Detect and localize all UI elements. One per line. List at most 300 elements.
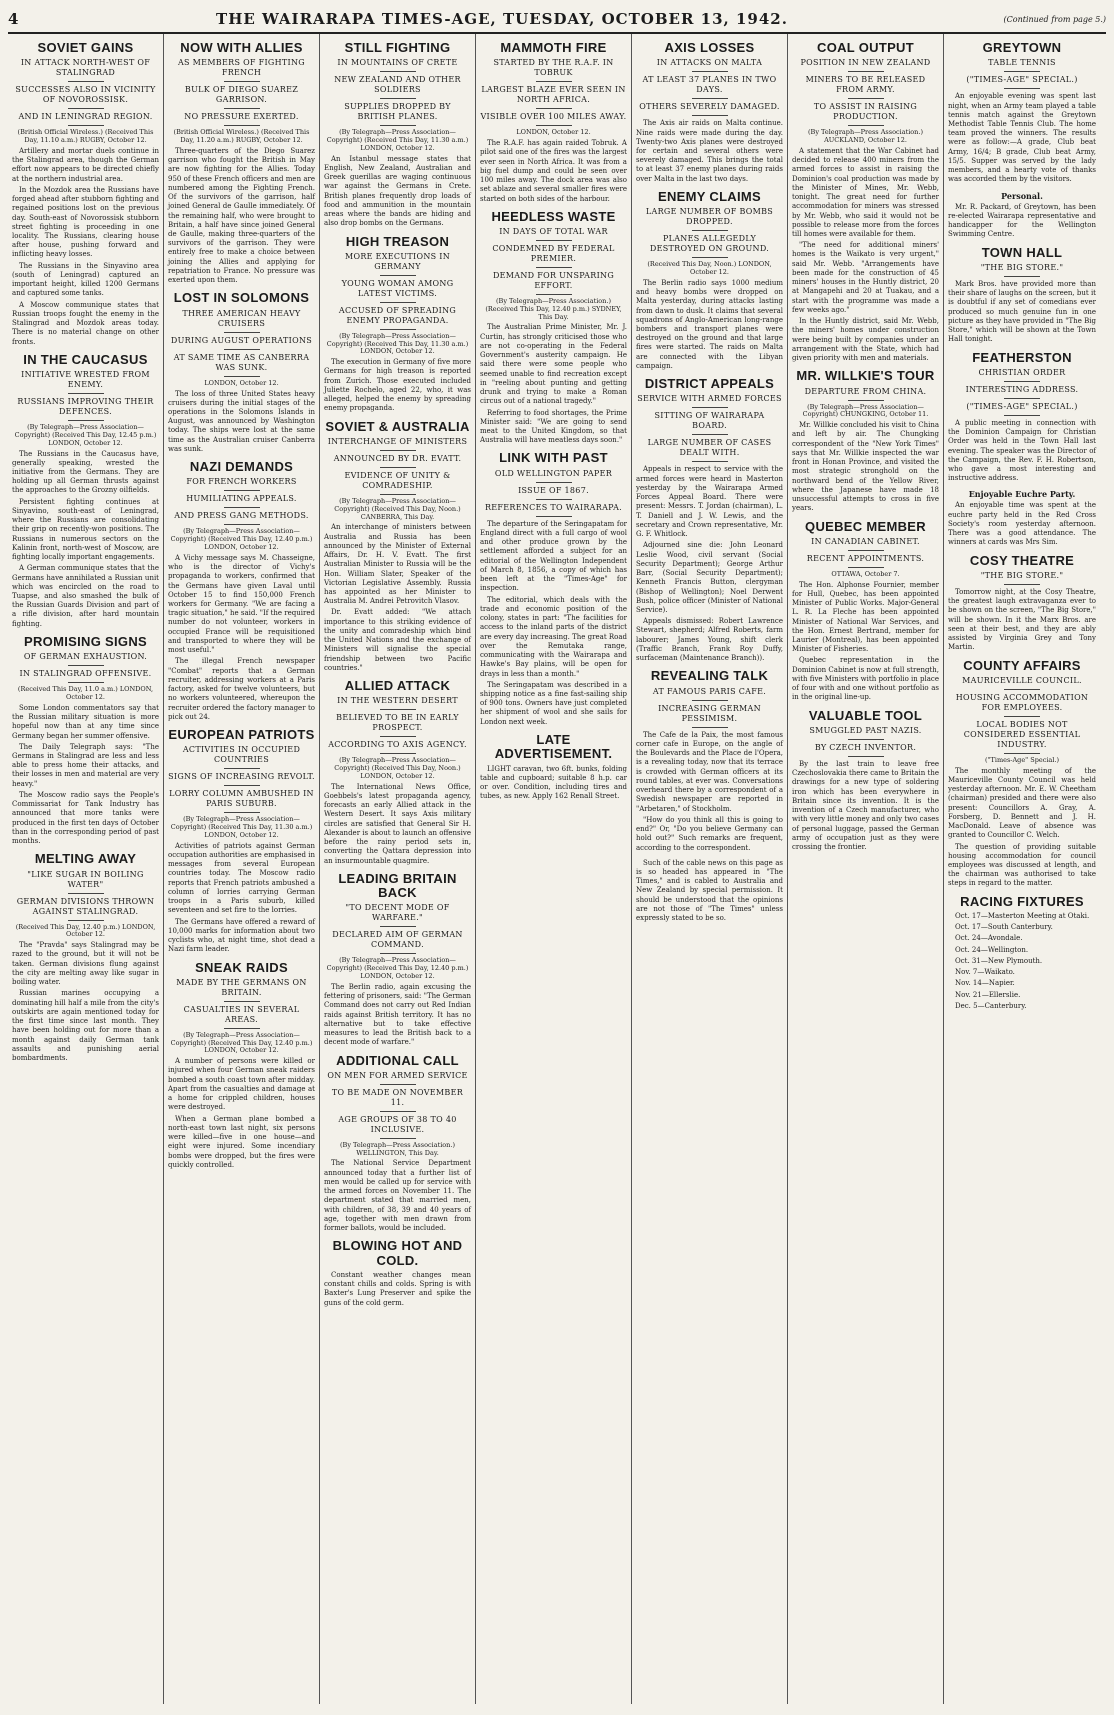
article-subhead: IN ATTACKS ON MALTA <box>656 58 763 68</box>
divider <box>224 349 260 350</box>
article-credit: (By Telegraph—Press Association—Copyright) (Received This Day, Noon.) LONDON, October 12. <box>334 756 461 780</box>
article-credit: (By Telegraph—Press Association—Copyright) (Received This Day, 12.40 p.m.) LONDON, October 12. <box>170 1030 313 1055</box>
article-paragraph: Three-quarters of the Diego Suarez garrison who fought the British in May are now fighting for the Allies. Today 950 of these French officers and men are numbered among the Fighting French. Of the survivors of the garrison, half joined General de Gaulle immediately. Of the remaining half, who were brought to Britain, a half have since joined General de Gaulle, making three-quarters of the survivors of the garrison. They were entirely free to make a choice between joining the Allies and applying for repatriation to France. No pressure was exerted upon them. <box>168 146 315 285</box>
article <box>324 235 471 414</box>
article-headline: COAL OUTPUT <box>817 40 914 55</box>
article-credit: LONDON, October 12. <box>204 378 279 387</box>
article-paragraph: "The need for additional miners' homes is the Waikato is very urgent," said Mr. Webb. "Arrangements have been made for the construction of 45 miners' houses in the Huntly district, 20 at Mangapehi and 20 at Tuakau, and a start with the programme was made a few weeks ago." <box>792 241 939 314</box>
article-headline: ALLIED ATTACK <box>344 678 451 694</box>
divider <box>1004 398 1040 399</box>
divider <box>380 1111 416 1112</box>
article-paragraph: Referring to food shortages, the Prime Minister said: "We are going to send meat to the United Kingdom, so that Australia will have meatless days soon." <box>480 408 627 445</box>
article-headline: Enjoyable Euchre Party. <box>968 489 1076 500</box>
divider <box>1004 88 1040 89</box>
divider <box>692 407 728 408</box>
divider <box>380 125 416 126</box>
article-paragraph: In the Mozdok area the Russians have forged ahead after stubborn fighting and regained positions lost on the previous day. South-east of Novorossisk stubborn street fighting is proceeding in one locality. The Russians, clearing house after house, pushing forward and inflicting heavy losses. <box>12 185 159 259</box>
column-6 <box>788 34 944 1704</box>
divider <box>380 98 416 99</box>
article-subhead: TO BE MADE ON NOVEMBER 11. <box>331 1087 464 1107</box>
article-paragraph: An enjoyable time was spent at the euchre party held in the Red Cross Society's room yesterday afternoon. There was a good attendance. The winners at cards was Mrs Sim. <box>948 501 1096 547</box>
article-subhead: "LIKE SUGAR IN BOILING WATER" <box>27 869 144 889</box>
article-paragraph: A Moscow communique states that Russian troops fought the enemy in the Stalingrad and Mozdok areas today. There is no material change on other fronts. <box>12 300 159 346</box>
article-credit: (Received This Day, Noon.) LONDON, October 12. <box>647 260 772 277</box>
article-paragraph: The Moscow radio says the People's Commissariat for Tank Industry has announced that more tanks were produced in the first ten days of October than in the corresponding period of past months. <box>12 790 159 846</box>
article-headline: LINK WITH PAST <box>499 450 608 466</box>
article-subhead: CASUALTIES IN SEVERAL AREAS. <box>183 1004 300 1024</box>
page-number: 4 <box>8 10 19 28</box>
article-subhead: SMUGGLED PAST NAZIS. <box>809 725 922 735</box>
article-paragraph: Oct. 17—South Canterbury. <box>955 923 1053 932</box>
article <box>480 41 627 204</box>
column-5 <box>632 34 788 1704</box>
article-subhead: LARGEST BLAZE EVER SEEN IN NORTH AFRICA. <box>481 85 626 105</box>
divider <box>224 125 260 126</box>
article-subhead: DURING AUGUST OPERATIONS <box>170 335 313 345</box>
article-paragraph: An interchange of ministers between Australia and Russia has been announced by the Minister of External Affairs, Dr. H. V. Evatt. The first Australian Minister to Russia will be the Hon. William Slater, Speaker of the Victorian Legislative Assembly. Russia has appointed as her Minister to Australia M. Andrei Petrovitch Vlasov. <box>324 523 471 606</box>
article-subhead: "THE BIG STORE." <box>980 570 1064 580</box>
divider <box>224 507 260 508</box>
article-subhead: TABLE TENNIS <box>988 58 1056 68</box>
article-headline: COUNTY AFFAIRS <box>963 657 1081 673</box>
article-paragraph: Dec. 5—Canterbury. <box>955 1001 1027 1010</box>
article-subhead: AT FAMOUS PARIS CAFE. <box>652 686 767 696</box>
article-subhead: GERMAN DIVISIONS THROWN AGAINST STALINGRAD. <box>16 896 155 916</box>
column-3 <box>320 34 476 1704</box>
article-subhead: HUMILIATING APPEALS. <box>186 494 297 504</box>
article <box>948 351 1096 484</box>
article-paragraph: Mr. Willkie concluded his visit to China and left by air. The Chungking correspondent of the "New York Times" says that Mr. Willkie inspected the war front in Honan Province, and visited the most strategic stronghold on the northward bend of the Yellow River, where the Japanese have made 18 unsuccessful attempts to cross in five years. <box>792 421 939 513</box>
article-credit: (By Telegraph—Press Association.) AUCKLAND, October 12. <box>808 128 923 145</box>
article-paragraph: Constant weather changes mean constant chills and colds. Spring is with Baxter's Lung Preserver and spike the guns of the cold germ. <box>324 1270 471 1307</box>
article-subhead: AGE GROUPS OF 38 TO 40 INCLUSIVE. <box>338 1114 457 1134</box>
article-paragraph: Tomorrow night, at the Cosy Theatre, the greatest laugh extravaganza ever to be shown on the screen, "The Big Store," will be shown. In it the Marx Bros. are seen at their best, and they are ably assisted by Virginia Grey and Tony Martin. <box>948 587 1096 652</box>
divider <box>692 257 728 258</box>
divider <box>224 524 260 525</box>
divider <box>1004 381 1040 382</box>
divider <box>68 920 104 921</box>
divider <box>692 434 728 435</box>
article-paragraph: Persistent fighting continues at Sinyavino, south-east of Leningrad, where the Russians are consolidating their grip on recently-won positions. The Russians in numerous sectors on the Kalinin front, north-west of Moscow, are fighting locally important engagements. <box>12 497 159 562</box>
divider <box>536 81 572 82</box>
article <box>324 41 471 229</box>
article-subhead: OTHERS SEVERELY DAMAGED. <box>639 102 780 112</box>
divider <box>848 756 884 757</box>
divider <box>536 499 572 500</box>
divider <box>68 665 104 666</box>
divider <box>380 753 416 754</box>
article <box>636 669 783 852</box>
article <box>12 635 159 846</box>
divider <box>380 302 416 303</box>
article-credit: (Received This Day, 12.40 p.m.) LONDON, October 12. <box>15 922 156 939</box>
article-paragraph: Activities of patriots against German occupation authorities are emphasised in messages from several European countries today. The Moscow radio reports that French patriots ambushed a column of lorries carrying German troops in a Paris suburb, killed seventeen and set fire to the lorries. <box>168 841 315 915</box>
divider <box>848 400 884 401</box>
divider <box>224 812 260 813</box>
article-headline: BLOWING HOT AND COLD. <box>332 1238 463 1268</box>
divider <box>848 567 884 568</box>
article <box>12 353 159 629</box>
article <box>324 872 471 1048</box>
article-subhead: ACTIVITIES IN OCCUPIED COUNTRIES <box>182 745 301 765</box>
divider <box>380 329 416 330</box>
article <box>948 41 1096 185</box>
article-credit: (By Telegraph—Press Association—Copyright) (Received This Day, 11.30 a.m.) LONDON, October 12. <box>326 128 469 152</box>
article-paragraph: "How do you think all this is going to end?" Or, "Do you believe Germany can hold out?" Such remarks are frequent, according to the correspondent. <box>636 815 783 852</box>
article <box>480 451 627 726</box>
divider <box>692 71 728 72</box>
divider <box>224 1028 260 1029</box>
divider <box>380 709 416 710</box>
article-subhead: "TO DECENT MODE OF WARFARE." <box>345 903 450 923</box>
divider <box>536 240 572 241</box>
divider <box>1004 71 1040 72</box>
article-subhead: BELIEVED TO BE IN EARLY PROSPECT. <box>336 713 459 733</box>
article-paragraph: A public meeting in connection with the Dominion Campaign for Christian Order was held in the Town Hall last evening. The speaker was the Director of the Campaign, the Rev. F. H. Robertson, who gave a most interesting and instructive address. <box>948 418 1096 483</box>
article-subhead: ("TIMES-AGE" SPECIAL.) <box>966 401 1078 411</box>
article-subhead: IN DAYS OF TOTAL WAR <box>499 227 608 237</box>
article-subhead: MINERS TO BE RELEASED FROM ARMY. <box>805 75 926 95</box>
article-subhead: OLD WELLINGTON PAPER <box>494 468 613 478</box>
article-paragraph: By the last train to leave free Czechoslovakia there came to Britain the drawings for a new type of soldering iron which has been everywhere in Britain since its invention. It is the invention of a Czech manufacturer, who with very little money and only two cases of personal luggage, passed the German army of occupation just as they were crossing the frontier. <box>792 759 939 852</box>
divider <box>848 550 884 551</box>
article <box>168 460 315 722</box>
article-subhead: ACCORDING TO AXIS AGENCY. <box>328 740 467 750</box>
article-subhead: ("TIMES-AGE" SPECIAL.) <box>966 75 1078 85</box>
divider <box>848 739 884 740</box>
divider <box>380 71 416 72</box>
article-credit: (British Official Wireless.) (Received This Day, 11.10 a.m.) RUGBY, October 12. <box>17 128 154 145</box>
article-paragraph: An enjoyable evening was spent last night, when an Army team played a table tennis match against the Greytown Methodist Table Tennis Club. The home team proved the winners. The results were as follow:—A grade, Club beat Army, 16/4; B grade, Club beat Army, 15/5. Supper was served by the lady members, and a hearty vote of thanks was accorded them by the visitors. <box>948 92 1096 184</box>
article-credit: (By Telegraph—Press Association—Copyright) (Received This Day, Noon.) CANBERRA, This Day. <box>334 496 461 521</box>
article <box>12 41 159 347</box>
article <box>948 554 1096 653</box>
article-paragraph: Appeals in respect to service with the armed forces were heard in Masterton yesterday by the Wairarapa Armed Forces Appeal Board. There were present: Messrs. T. Jordan (chairman), L. T. Daniell and J. W. Lewis, and the secretary and Crown representative, Mr. G. F. Whitlock. <box>636 465 783 539</box>
article-paragraph: The Australian Prime Minister, Mr. J. Curtin, has strongly criticised those who are not co-operating in the Federal Government's austerity campaign. He said there were some people who seemed unable to find recreation except in "reeling about punting and getting drunk and trying to make a Roman circus out of a national tragedy." <box>480 323 627 406</box>
article <box>324 1239 471 1308</box>
article-credit: ("Times-Age" Special.) <box>985 755 1059 764</box>
article-paragraph: The Russians in the Sinyavino area (south of Leningrad) captured an important height, killed 1200 Germans and captured some tanks. <box>12 261 159 298</box>
article-subhead: CHRISTIAN ORDER <box>978 367 1066 377</box>
divider <box>536 294 572 295</box>
article-paragraph: Such of the cable news on this page as is so headed has appeared in "The Times," and is cabled to Australia and New Zealand by special permission. It should be understood that the opinions are not those of "The Times" unless expressly stated to be so. <box>636 858 783 923</box>
article-subhead: SITTING OF WAIRARAPA BOARD. <box>654 411 765 431</box>
divider <box>536 108 572 109</box>
divider <box>1004 753 1040 754</box>
article-paragraph: Mark Bros. have provided more than their share of laughs on the screen, but it is doubtful if any set of comedians ever produced so much genuine fun in one picture as they have provided in "The Big Store," which will be shown at the Town Hall tonight. <box>948 279 1096 344</box>
article-paragraph: The Daily Telegraph says: "The Germans in Stalingrad are less and less able to press home their attacks, and their losses in men and material are very heavy." <box>12 742 159 788</box>
article-subhead: SERVICE WITH ARMED FORCES <box>637 394 782 404</box>
article-paragraph: Oct. 24—Wellington. <box>955 945 1029 954</box>
divider <box>1004 276 1040 277</box>
divider <box>68 420 104 421</box>
article-paragraph: Nov. 21—Ellerslie. <box>955 990 1021 999</box>
columns <box>8 34 1106 1704</box>
article <box>636 859 783 924</box>
article <box>948 246 1096 345</box>
article-subhead: NO PRESSURE EXERTED. <box>184 112 299 122</box>
article-subhead: AT SAME TIME AS CANBERRA WAS SUNK. <box>173 352 310 372</box>
article-headline: LEADING BRITAIN BACK <box>338 870 457 901</box>
article-credit: OTTAWA, October 7. <box>831 569 900 578</box>
article-paragraph: The National Service Department announced today that a further list of men would be called up for service with the armed forces on November 11. The department stated that married men, with children, of 38, 39 and 40 years of age, together with men drawn from former ballots, would be included. <box>324 1159 471 1233</box>
article-paragraph: The departure of the Seringapatam for England direct with a full cargo of wool and other produce grown by the settlement afforded a subject for an editorial of the Wellington Independent of March 8, 1856, a copy of which has been left at the "Times-Age" for inspection. <box>480 519 627 593</box>
article-paragraph: The illegal French newspaper "Combat" reports that a German recruiter, addressing workers at a Paris factory, asked for twelve volunteers, but no workers volunteered, whereupon the recruiter ordered the factory manager to pick out 24. <box>168 657 315 721</box>
article-paragraph: LIGHT caravan, two 6ft. bunks, folding table and cupboard; suitable 8 h.p. car or over. Condition, including tires and tubes, as new. Apply 162 Renall Street. <box>480 764 627 801</box>
article-paragraph: Oct. 17—Masterton Meeting at Otaki. <box>955 912 1090 920</box>
divider <box>380 450 416 451</box>
article-paragraph: In the Huntly district, said Mr. Webb, the miners' homes under construction were being built by companies under an arrangement with the State, which had given priority with men and materials. <box>792 317 939 363</box>
divider <box>68 682 104 683</box>
divider <box>848 71 884 72</box>
article-headline: MR. WILLKIE'S TOUR <box>796 368 935 384</box>
article-subhead: AND PRESS GANG METHODS. <box>174 511 309 521</box>
article-paragraph: The "Pravda" says Stalingrad may be razed to the ground, but it will not be taken. German divisions flung against the city are melting away like sugar in boiling water. <box>12 941 159 987</box>
divider <box>692 98 728 99</box>
article-headline: SOVIET & AUSTRALIA <box>325 418 470 434</box>
column-2 <box>164 34 320 1704</box>
divider <box>380 926 416 927</box>
article-subhead: THREE AMERICAN HEAVY CRUISERS <box>182 308 301 328</box>
article-subhead: RECENT APPOINTMENTS. <box>806 553 925 563</box>
article-paragraph: The question of providing suitable housing accommodation for council employees was discussed at length, and the chairman was authorised to take steps in regard to the matter. <box>948 842 1096 888</box>
divider <box>692 727 728 728</box>
divider <box>380 1138 416 1139</box>
article-subhead: MADE BY THE GERMANS ON BRITAIN. <box>176 977 307 997</box>
article-subhead: IN CANADIAN CABINET. <box>811 536 920 546</box>
article-subhead: AS MEMBERS OF FIGHTING FRENCH <box>177 58 305 78</box>
article-headline: LOST IN SOLOMONS <box>173 290 310 306</box>
article <box>792 41 939 363</box>
article-paragraph: Oct. 31—New Plymouth. <box>955 956 1043 965</box>
article-subhead: SUCCESSES ALSO IN VICINITY OF NOVOROSSISK. <box>15 85 156 105</box>
page-title: THE WAIRARAPA TIMES-AGE, TUESDAY, OCTOBER 13, 1942. <box>216 10 788 28</box>
article-headline: EUROPEAN PATRIOTS <box>168 727 315 743</box>
article-subhead: DECLARED AIM OF GERMAN COMMAND. <box>332 930 463 950</box>
article-subhead: VISIBLE OVER 100 MILES AWAY. <box>480 112 627 122</box>
article-paragraph: The International News Office, Goebbels's latest propaganda agency, forecasts an early Allied attack in the Western Desert. It says Axis military circles are satisfied that General Sir H. Alexander is about to launch an offensive before the rainy period sets in, converting the Qattara depression into an insurmountable quagmire. <box>324 782 471 865</box>
divider <box>224 768 260 769</box>
article-headline: QUEBEC MEMBER <box>805 518 926 534</box>
article-subhead: AND IN LENINGRAD REGION. <box>18 112 153 122</box>
article <box>948 191 1096 240</box>
divider <box>848 125 884 126</box>
article <box>792 369 939 513</box>
article-headline: RACING FIXTURES <box>960 893 1084 909</box>
article-headline: REVEALING TALK <box>650 668 769 684</box>
article-paragraph: Appeals dismissed: Robert Lawrence Stewart, shepherd; Alfred Roberts, farm labourer; James Young, shift clerk (Traffic Branch, Frank Roy Duffy, surfaceman (Maintenance Branch)). <box>636 617 783 663</box>
divider <box>1004 415 1040 416</box>
article-subhead: ISSUE OF 1867. <box>518 485 589 495</box>
article-headline: IN THE CAUCASUS <box>23 351 148 367</box>
divider <box>380 953 416 954</box>
article-paragraph: A German communique states that the Germans have annihilated a Russian unit which was encircled on the road to Tuapse, and also smashed the bulk of the Russian Guards Division and part of a rifle division, after hard mountain fighting. <box>12 564 159 628</box>
article-subhead: EVIDENCE OF UNITY & COMRADESHIP. <box>344 470 451 490</box>
masthead <box>8 6 1106 34</box>
article-headline: MELTING AWAY <box>34 851 137 867</box>
article-subhead: LARGE NUMBER OF BOMBS DROPPED. <box>645 207 774 227</box>
article-paragraph: The execution in Germany of five more Germans for high treason is reported from Zurich. Those executed included Juliette Rochelo, aged 22, who, it was alleged, helped the enemy by spreading enemy propaganda. <box>324 358 471 413</box>
divider <box>68 108 104 109</box>
article-subhead: YOUNG WOMAN AMONG LATEST VICTIMS. <box>341 278 454 298</box>
column-4 <box>476 34 632 1704</box>
divider <box>536 267 572 268</box>
article-credit: (By Telegraph—Press Association—Copyright) (Received This Day, 11.30 a.m.) LONDON, October 12. <box>326 331 469 356</box>
article-paragraph: Quebec representation in the Dominion Cabinet is now at full strength, with five Ministers with portfolio in place of four with and one without portfolio as in the original line-up. <box>792 656 939 702</box>
article-paragraph: The R.A.F. has again raided Tobruk. A pilot said one of the fires was the largest ever seen in North Africa. It was from a big fuel dump and could be seen over 100 miles away. The dock area was also set ablaze and several smaller fires were started on both sides of the harbour. <box>480 139 627 203</box>
article-subhead: INTERESTING ADDRESS. <box>965 384 1079 394</box>
article-paragraph: The monthly meeting of the Mauriceville County Council was held yesterday afternoon. Mr. E. W. Cheetham (chairman) presided and there were also present: Councillors A. Gray, A. Forsberg, D. Bennett and J. H. MacDonald. Leave of absence was granted to Councillor C. Welch. <box>948 766 1096 840</box>
article-credit: (By Telegraph—Press Association—Copyright) (Received This Day, 12.45 p.m.) LONDON, October 12. <box>14 423 157 447</box>
article-subhead: IN ATTACK NORTH-WEST OF STALINGRAD <box>20 58 151 78</box>
article-headline: FEATHERSTON <box>972 349 1072 365</box>
divider <box>1004 584 1040 585</box>
article-paragraph: The Germans have offered a reward of 10,000 marks for information about two cyclists who, at night time, shot dead a Nazi farm leader. <box>168 917 315 954</box>
article-paragraph: Adjourned sine die: John Leonard Leslie Wood, civil servant (Social Security Department); George Arthur Barr, (Social Security Department); Kenneth Francis Button, clergyman (Bishop of Wellington); Noel Derwent Bush, police officer (Minister of National Service). <box>636 541 783 614</box>
article-subhead: "THE BIG STORE." <box>980 262 1064 272</box>
divider <box>692 461 728 462</box>
article-headline: GREYTOWN <box>982 40 1062 55</box>
article-headline: NOW WITH ALLIES <box>180 40 303 55</box>
article <box>948 659 1096 889</box>
article <box>168 728 315 955</box>
article-headline: TOWN HALL <box>981 244 1063 260</box>
article-subhead: AT LEAST 37 PLANES IN TWO DAYS. <box>642 75 777 95</box>
divider <box>68 893 104 894</box>
article-paragraph: Mr. R. Packard, of Greytown, has been re-elected Wairarapa representative and handicapper for the Wellington Swimming Centre. <box>948 202 1096 239</box>
article <box>792 520 939 703</box>
article-paragraph: The Berlin radio, again excusing the fettering of prisoners, said: "The German Command does not carry out Red Indian raids against British territory. It has no alternative but to take effective measures to lead the British back to a decent mode of warfare." <box>324 982 471 1047</box>
article-subhead: POSITION IN NEW ZEALAND <box>800 58 931 68</box>
article-paragraph: Dr. Evatt added: "We attach importance to this striking evidence of the unity and comradeship which bind the United Nations and the exchange of Ministers will signalise the special friendship between two Pacific countries." <box>324 608 471 672</box>
article-headline: STILL FIGHTING <box>344 40 451 55</box>
article-headline: SNEAK RAIDS <box>195 959 288 975</box>
article-credit: (By Telegraph—Press Association.) WELLINGTON, This Day. <box>340 1140 455 1157</box>
article <box>636 41 783 184</box>
divider <box>224 1001 260 1002</box>
divider <box>224 332 260 333</box>
divider <box>380 1084 416 1085</box>
article-headline: COSY THEATRE <box>969 552 1075 568</box>
article-paragraph: The Berlin radio says 1000 medium and heavy bombs were dropped on Malta yesterday, during attacks lasting from dawn to dusk. It claims that several squadrons of Anglo-American long-range bombers and transport planes were destroyed on the ground and that large fires were started. The raids on Malta are connected with the Libyan campaign. <box>636 278 783 370</box>
article-subhead: ANNOUNCED BY DR. EVATT. <box>333 453 462 463</box>
article-subhead: HOUSING ACCOMMODATION FOR EMPLOYEES. <box>955 692 1089 712</box>
article-headline: ENEMY CLAIMS <box>657 188 762 204</box>
divider <box>536 482 572 483</box>
article-subhead: LORRY COLUMN AMBUSHED IN PARIS SUBURB. <box>169 789 314 809</box>
column-1 <box>8 34 164 1704</box>
article-paragraph: Artillery and mortar duels continue in the Stalingrad area, though the German effort now appears to be directed chiefly at the northern industrial area. <box>12 146 159 183</box>
article <box>168 291 315 454</box>
article-credit: LONDON, October 12. <box>516 128 591 137</box>
article-headline: AXIS LOSSES <box>664 40 755 55</box>
article-paragraph: When a German plane bombed a north-east town last night, six persons were killed—five in one house—and eight were injured. Some incendiary bombs were dropped, but the fires were quickly controlled. <box>168 1114 315 1169</box>
article-credit: (By Telegraph—Press Association—Copyright) (Received This Day, 12.40 p.m.) LONDON, October 12. <box>326 956 469 981</box>
article-subhead: IN MOUNTAINS OF CRETE <box>337 58 458 68</box>
article-subhead: INITIATIVE WRESTED FROM ENEMY. <box>21 370 150 390</box>
article <box>324 1054 471 1234</box>
divider <box>68 81 104 82</box>
divider <box>224 376 260 377</box>
article-headline: MAMMOTH FIRE <box>500 40 607 55</box>
continued-note: (Continued from page 5.) <box>1003 14 1106 24</box>
article-headline: NAZI DEMANDS <box>189 459 294 475</box>
article-subhead: OF GERMAN EXHAUSTION. <box>23 652 148 662</box>
article <box>948 489 1096 547</box>
article-paragraph: Russian marines occupying a dominating hill half a mile from the city's outskirts are again mentioned today for the first time since last month. They have been holding out for more than a month against daily German tank assaults and punishing aerial bombardments. <box>12 989 159 1063</box>
divider <box>692 700 728 701</box>
article-subhead: MAURICEVILLE COUNCIL. <box>962 675 1082 685</box>
article-subhead: INTERCHANGE OF MINISTERS <box>327 436 468 446</box>
article-subhead: BY CZECH INVENTOR. <box>814 742 917 752</box>
article-paragraph: The loss of three United States heavy cruisers during the initial stages of the operations in the Solomons Islands in August, was announced by Washington today. The ships were lost at the same time as the Australian cruiser Canberra was sunk. <box>168 389 315 453</box>
article-subhead: IN THE WESTERN DESERT <box>337 696 458 706</box>
article-paragraph: A statement that the War Cabinet had decided to release 400 miners from the armed forces to assist in raising the Dominion's coal production was made by the Minister of Mines, Mr. Webb, tonight. The great need for further accommodation for miners was stressed by Mr. Webb, who said it would not be possible to release more from the forces till homes were available for them. <box>792 146 939 238</box>
divider <box>1004 716 1040 717</box>
article-subhead: FOR FRENCH WORKERS <box>186 477 297 487</box>
article-paragraph: Some London commentators say that the Russian military situation is more hopeful now than at any time since Germany began her summer offensive. <box>12 703 159 740</box>
article <box>12 852 159 1063</box>
article-headline: VALUABLE TOOL <box>808 707 923 723</box>
article-subhead: STARTED BY THE R.A.F. IN TOBRUK <box>493 58 614 78</box>
article-paragraph: The Seringapatam was described in a shipping notice as a fine fast-sailing ship of 900 tons. Owners have just completed her shipment of wool and she sails for London next week. <box>480 680 627 726</box>
article-paragraph: A Vichy message says M. Chasseigne, who is the director of Vichy's propaganda to workers, confirmed that the Germans have given Laval until October 15 to find 150,000 French workers for Germany. "We are facing a tragic situation," he said. "If the required number do not volunteer, workers in occupied France will be requisitioned and transported to where they will be most useful." <box>168 553 315 655</box>
divider <box>224 108 260 109</box>
article-subhead: DEPARTURE FROM CHINA. <box>804 386 927 396</box>
article-subhead: ACCUSED OF SPREADING ENEMY PROPAGANDA. <box>338 305 457 325</box>
article-paragraph: The Axis air raids on Malta continue. Nine raids were made during the day. Twenty-two Axis planes were destroyed for certain and several others were severely damaged. This brings the total to at least 37 enemy planes during raids over Malta in the last two days. <box>636 119 783 183</box>
divider <box>224 490 260 491</box>
divider <box>380 275 416 276</box>
divider <box>692 230 728 231</box>
article <box>636 377 783 663</box>
article-subhead: SUPPLIES DROPPED BY BRITISH PLANES. <box>344 102 451 122</box>
article-subhead: LOCAL BODIES NOT CONSIDERED ESSENTIAL INDUSTRY. <box>963 719 1081 749</box>
article <box>168 961 315 1171</box>
article-paragraph: The Cafe de la Paix, the most famous corner cafe in Europe, on the angle of the Boulevards and the Place de l'Opera, is a revealing today, now that its terrace is crowded with German officers at its round tables, at ever was. Conversations overheard there by a correspondent of a Swedish newspaper are reported in "Arbetaren," of Stockholm. <box>636 730 783 813</box>
article-paragraph: Oct. 24—Avondale. <box>955 934 1023 943</box>
article <box>948 895 1096 1011</box>
article-subhead: RUSSIANS IMPROVING THEIR DEFENCES. <box>17 397 154 417</box>
article-subhead: BULK OF DIEGO SUAREZ GARRISON. <box>184 85 299 105</box>
article <box>792 709 939 853</box>
article-subhead: MORE EXECUTIONS IN GERMANY <box>344 251 451 271</box>
article-subhead: PLANES ALLEGEDLY DESTROYED ON GROUND. <box>649 234 770 254</box>
article-paragraph: The Russians in the Caucasus have, generally speaking, wrested the initiative from the Germans. They are holding up all German thrusts against the approaches to the Grozny oilfields. <box>12 449 159 495</box>
article-subhead: DEMAND FOR UNSPARING EFFORT. <box>492 271 615 291</box>
article-headline: PROMISING SIGNS <box>24 633 147 649</box>
divider <box>536 516 572 517</box>
article-credit: (By Telegraph—Press Association—Copyright) (Received This Day, 12.40 p.m.) LONDON, October 12. <box>170 527 313 552</box>
article-subhead: CONDEMNED BY FEDERAL PREMIER. <box>492 244 615 264</box>
article-subhead: LARGE NUMBER OF CASES DEALT WITH. <box>647 438 772 458</box>
article-subhead: ON MEN FOR ARMED SERVICE <box>327 1070 468 1080</box>
article-credit: (By Telegraph—Press Association.) (Received This Day, 12.40 p.m.) SYDNEY, This Day. <box>485 297 622 321</box>
divider <box>68 125 104 126</box>
article-credit: (British Official Wireless.) (Received This Day, 11.20 a.m.) RUGBY, October 12. <box>173 128 310 145</box>
article-paragraph: A number of persons were killed or injured when four German sneak raiders bombed a south coast town after midday. Apart from the casualties and damage at a home for crippled children, houses were destroyed. <box>168 1057 315 1112</box>
article-subhead: INCREASING GERMAN PESSIMISM. <box>658 703 761 723</box>
article-headline: LATE ADVERTISEMENT. <box>494 731 613 762</box>
divider <box>848 98 884 99</box>
article-credit: (By Telegraph—Press Association—Copyright) CHUNGKING, October 11. <box>802 402 929 419</box>
article <box>636 190 783 371</box>
article-paragraph: An Istanbul message states that English, New Zealand, Australian and Greek guerillas are waging continuous war against the Germans in Crete. British planes frequently drop loads of food and ammunition in the mountain areas where the bands are hiding and also drop bombs on the Germans. <box>324 154 471 228</box>
article-headline: HIGH TREASON <box>345 233 450 249</box>
article-credit: (Received This Day, 11.0 a.m.) LONDON, October 12. <box>17 685 154 702</box>
article <box>324 420 471 673</box>
article-subhead: NEW ZEALAND AND OTHER SOLDIERS <box>334 75 461 95</box>
